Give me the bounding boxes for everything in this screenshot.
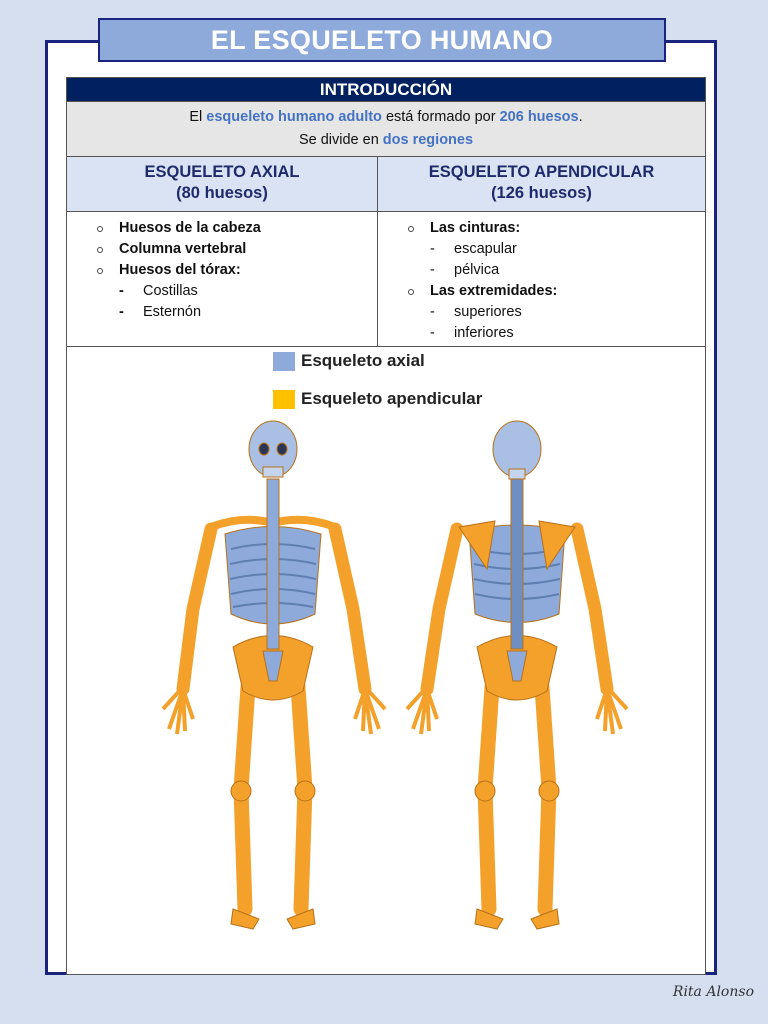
intro-text-part: Se divide en — [298, 132, 383, 148]
dash-marker: - — [430, 241, 435, 257]
page-title: EL ESQUELETO HUMANO — [98, 18, 666, 62]
apendicular-swatch — [273, 390, 295, 409]
intro-highlight: 206 huesos — [499, 109, 579, 125]
axial-title: ESQUELETO AXIAL — [144, 163, 300, 181]
sub-list-item — [408, 260, 705, 281]
sub-list-item — [408, 323, 705, 344]
intro-line-2 — [67, 129, 705, 152]
dash-marker: - — [430, 304, 435, 320]
dash-marker: - — [430, 325, 435, 341]
skeleton-back-icon — [397, 419, 637, 959]
bone-lists — [67, 211, 705, 346]
skeleton-figure — [67, 346, 705, 977]
apendicular-header — [377, 157, 705, 211]
sub-item-label: pélvica — [454, 262, 500, 278]
list-item: Columna vertebral — [97, 239, 377, 260]
sub-list-item — [408, 302, 705, 323]
skeleton-front-icon — [153, 419, 393, 959]
intro-text — [67, 101, 705, 156]
intro-highlight: esqueleto humano adulto — [206, 109, 382, 125]
sub-item-label: inferiores — [454, 325, 514, 341]
list-item: Las cinturas: — [408, 218, 705, 239]
sub-item-label: escapular — [454, 241, 517, 257]
column-headers — [67, 156, 705, 211]
legend-axial — [273, 351, 425, 371]
axial-count: (80 huesos) — [176, 184, 268, 202]
dash-marker: - — [119, 283, 124, 299]
dash-marker: - — [430, 262, 435, 278]
list-item: Huesos de la cabeza — [97, 218, 377, 239]
sub-item-label: Esternón — [143, 304, 202, 320]
intro-heading: INTRODUCCIÓN — [67, 78, 705, 101]
sub-list-item — [97, 281, 377, 302]
intro-text-part: . — [578, 109, 583, 125]
intro-text-part: está formado por — [381, 109, 500, 125]
axial-header — [67, 157, 377, 211]
legend-apendicular — [273, 389, 482, 409]
content-table — [66, 77, 706, 975]
apendicular-title: ESQUELETO APENDICULAR — [428, 163, 655, 181]
intro-text-part: El — [189, 109, 207, 125]
apendicular-list-cell — [377, 212, 705, 346]
axial-list-cell — [67, 212, 377, 346]
legend-apendicular-label: Esqueleto apendicular — [301, 389, 483, 408]
axial-swatch — [273, 352, 295, 371]
legend-axial-label: Esqueleto axial — [301, 351, 425, 370]
apendicular-count: (126 huesos) — [491, 184, 592, 202]
list-item: Las extremidades: — [408, 281, 705, 302]
intro-highlight: dos regiones — [382, 132, 474, 148]
axial-list — [97, 218, 377, 323]
dash-marker: - — [119, 304, 124, 320]
list-item: Huesos del tórax: — [97, 260, 377, 281]
signature: Rita Alonso — [672, 984, 754, 1000]
sub-item-label: superiores — [454, 304, 522, 320]
sub-item-label: Costillas — [143, 283, 198, 299]
apendicular-list — [408, 218, 705, 344]
sub-list-item — [97, 302, 377, 323]
intro-line-1 — [67, 106, 705, 129]
sub-list-item — [408, 239, 705, 260]
